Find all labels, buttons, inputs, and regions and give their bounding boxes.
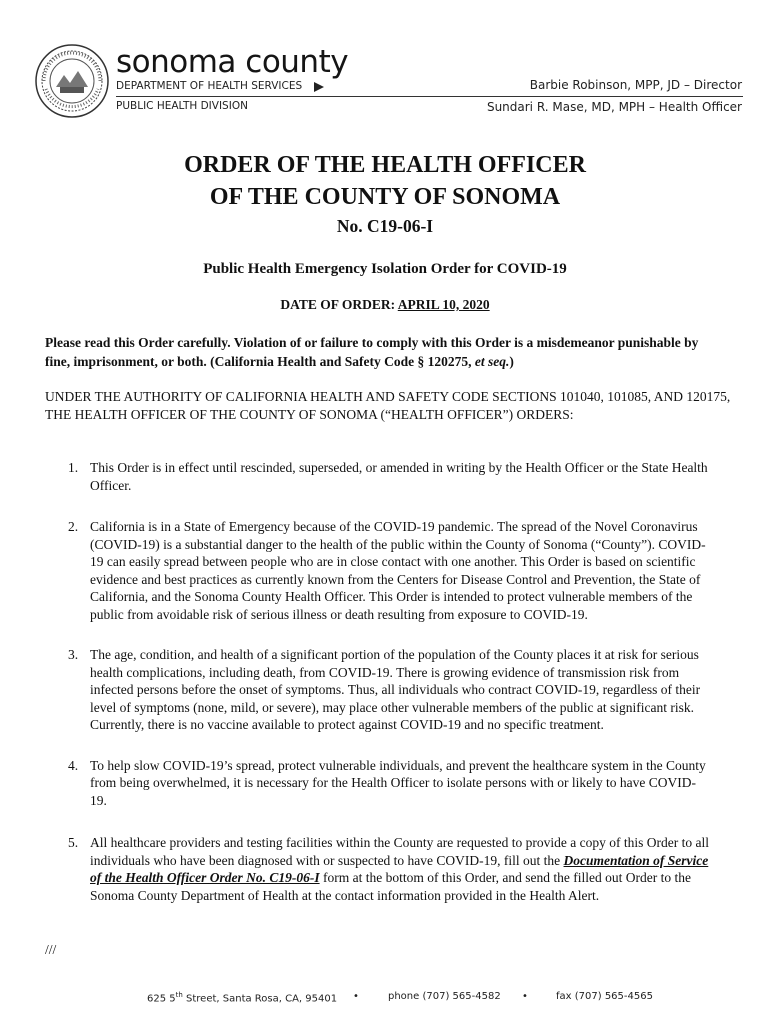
item-text: The age, condition, and health of a significant portion of the population of the County places it at risk for serious health complications, including death, from COVID-19. There is growing evidence of transmission risk from infected persons before the onset of symptoms. Thus, all individuals who contract COVID-19, regardless of their level of symptoms (none, mild, or severe), may place other vulnerable members of the public at significant risk. Currently, there is no vaccine available to protect against COVID-19 and no specific treatment. — [90, 647, 701, 732]
address-suffix: th — [175, 991, 183, 999]
logo-text: sonoma county — [116, 44, 349, 80]
item-number: 4. — [68, 757, 79, 773]
list-item — [0, 757, 710, 810]
item-text: California is in a State of Emergency because of the COVID-19 pandemic. The spread of the Novel Coronavirus (COVID-19) is a substantial danger to the health of the public within the County of Sonoma (“County”). COVID-19 can easily spread between people who are in close contact with one another. This Order is based on scientific evidence and best practices as currently known from the Centers for Disease Control and Prevention, the State of California, and the Sonoma County Health Officer. This Order is intended to protect vulnerable members of the public from avoidable risk of serious illness or death resulting from exposure to COVID-19. — [90, 519, 706, 622]
department-name: DEPARTMENT OF HEALTH SERVICES — [116, 80, 303, 92]
item-number: 5. — [68, 835, 79, 850]
et-seq: et seq. — [474, 354, 510, 369]
address-number: 625 5 — [147, 993, 176, 1005]
header-divider — [116, 96, 743, 97]
warning-close: ) — [509, 354, 514, 369]
health-officer-name: Sundari R. Mase, MD, MPH – Health Officer — [486, 100, 742, 114]
item-number: 1. — [68, 460, 79, 475]
list-item — [0, 834, 710, 904]
list-item — [0, 518, 710, 623]
continuation-marker: /// — [45, 942, 57, 957]
order-title-line2: OF THE COUNTY OF SONOMA — [209, 184, 561, 210]
address-street: Street, Santa Rosa, CA, 95401 — [182, 993, 338, 1005]
order-date — [0, 297, 770, 313]
authority-paragraph: UNDER THE AUTHORITY OF CALIFORNIA HEALTH AND SAFETY CODE SECTIONS 101040, 101085, AND 120175, THE HEALTH OFFICER OF THE COUNTY OF SONOMA (“HEALTH OFFICER”) ORDERS: — [45, 389, 731, 422]
warning-paragraph — [45, 333, 725, 371]
footer-address — [147, 991, 337, 1004]
item-text-after: form at the bottom of this Order, and send the filled out Order to the Sonoma County Department of Health at the contact information provided in the Health Alert. — [90, 870, 691, 903]
item-text: To help slow COVID-19’s spread, protect vulnerable individuals, and prevent the healthcare system in the County from being overwhelmed, it is necessary for the Health Officer to isolate persons with or likely to have COVID-19. — [90, 757, 706, 808]
documentation-of-service-link[interactable]: Documentation of Service of the Health Officer Order No. C19-06-I — [90, 852, 709, 885]
order-subtitle: Public Health Emergency Isolation Order for COVID-19 — [203, 261, 567, 277]
order-number: No. C19-06-I — [336, 216, 434, 236]
arrow-icon — [314, 82, 324, 92]
item-text-before: All healthcare providers and testing facilities within the County are requested to provide a copy of this Order to all individuals who have been diagnosed with or suspected to have COVID-19, fill out the — [90, 835, 709, 868]
footer-bullet: • — [522, 991, 528, 1002]
footer-fax: fax (707) 565-4565 — [556, 991, 653, 1002]
warning-text: Please read this Order carefully. Violation of or failure to comply with this Order is a misdemeanor punishable by fine, imprisonment, or both. (California Health and Safety Code § 120275, — [45, 335, 699, 369]
item-number: 3. — [68, 647, 79, 662]
item-number: 2. — [68, 519, 79, 534]
item-text: This Order is in effect until rescinded, superseded, or amended in writing by the Health Officer or the State Health Officer. — [90, 460, 708, 493]
date-value: APRIL 10, 2020 — [397, 297, 490, 312]
director-name: Barbie Robinson, MPP, JD – Director — [529, 78, 742, 92]
list-item — [0, 646, 710, 734]
county-seal-logo — [34, 43, 110, 119]
order-items-list — [0, 459, 770, 904]
date-label: DATE OF ORDER: — [280, 297, 396, 312]
division-name: PUBLIC HEALTH DIVISION — [116, 100, 248, 112]
footer-bullet: • — [353, 991, 359, 1002]
sonoma-county-logo — [116, 40, 348, 84]
order-title-line1: ORDER OF THE HEALTH OFFICER — [184, 152, 586, 178]
list-item — [0, 459, 710, 494]
footer-phone: phone (707) 565-4582 — [388, 991, 501, 1002]
